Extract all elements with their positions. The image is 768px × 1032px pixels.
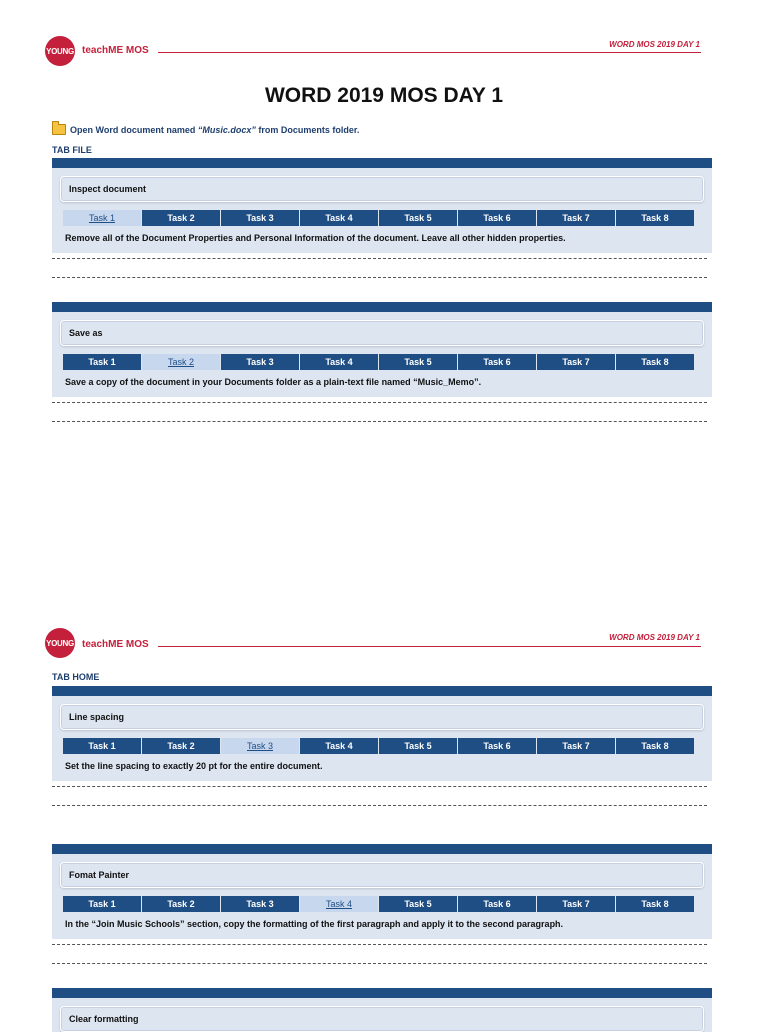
answer-line [52,944,707,945]
task-8-tab[interactable]: Task 8 [616,354,694,370]
header-right-label: WORD MOS 2019 DAY 1 [609,633,700,642]
task-bar [63,896,712,912]
task-6-tab[interactable]: Task 6 [458,354,536,370]
task-5-tab[interactable]: Task 5 [379,354,457,370]
document-page-2 [0,620,768,1024]
task-4-tab[interactable]: Task 4 [300,738,378,754]
task-5-tab[interactable]: Task 5 [379,210,457,226]
section-title: Fomat Painter [60,862,704,888]
task-bar [63,210,712,226]
task-bar [63,738,712,754]
task-4-tab[interactable]: Task 4 [300,896,378,912]
task-7-tab[interactable]: Task 7 [537,738,615,754]
section-title: Line spacing [60,704,704,730]
task-7-tab[interactable]: Task 7 [537,354,615,370]
section-inspect-document [52,158,712,253]
section-title: Save as [60,320,704,346]
brand-name: teachME MOS [82,639,149,650]
tab-file-label: TAB FILE [52,145,92,155]
task-2-tab[interactable]: Task 2 [142,210,220,226]
section-title: Inspect document [60,176,704,202]
task-2-tab[interactable]: Task 2 [142,354,220,370]
intro-prefix: Open Word document named [70,124,198,135]
intro-instruction [52,124,359,135]
task-3-tab[interactable]: Task 3 [221,210,299,226]
task-description: Save a copy of the document in your Documents folder as a plain-text file named “Music_Memo”. [65,377,482,387]
answer-line [52,963,707,964]
task-3-tab[interactable]: Task 3 [221,738,299,754]
task-5-tab[interactable]: Task 5 [379,738,457,754]
page-title: WORD 2019 MOS DAY 1 [264,84,504,107]
task-7-tab[interactable]: Task 7 [537,210,615,226]
task-1-tab[interactable]: Task 1 [63,210,141,226]
brand-name: teachME MOS [82,45,149,56]
task-bar [63,354,712,370]
task-1-tab[interactable]: Task 1 [63,896,141,912]
section-save-as [52,302,712,397]
task-1-tab[interactable]: Task 1 [63,738,141,754]
answer-line [52,786,707,787]
intro-filename: “Music.docx” [197,124,256,135]
task-8-tab[interactable]: Task 8 [616,738,694,754]
task-7-tab[interactable]: Task 7 [537,896,615,912]
task-4-tab[interactable]: Task 4 [300,354,378,370]
task-8-tab[interactable]: Task 8 [616,896,694,912]
intro-suffix: from Documents folder. [255,124,360,135]
answer-line [52,402,707,403]
header-divider [158,646,701,647]
answer-line [52,277,707,278]
tab-home-label: TAB HOME [52,672,100,682]
task-4-tab[interactable]: Task 4 [300,210,378,226]
task-2-tab[interactable]: Task 2 [142,738,220,754]
task-5-tab[interactable]: Task 5 [379,896,457,912]
task-1-tab[interactable]: Task 1 [63,354,141,370]
task-description: In the “Join Music Schools” section, copy the formatting of the first paragraph and apply it to the second paragraph. [65,919,564,929]
section-line-spacing [52,686,712,781]
answer-line [52,421,707,422]
section-format-painter [52,844,712,939]
task-3-tab[interactable]: Task 3 [221,354,299,370]
header-divider [158,52,701,53]
header-right-label: WORD MOS 2019 DAY 1 [609,40,700,49]
task-6-tab[interactable]: Task 6 [458,210,536,226]
answer-line [52,805,707,806]
section-clear-formatting [52,988,712,1032]
task-6-tab[interactable]: Task 6 [458,738,536,754]
folder-icon [52,124,66,135]
young-logo: YOUNG [45,628,75,658]
task-6-tab[interactable]: Task 6 [458,896,536,912]
young-logo: YOUNG [45,36,75,66]
task-2-tab[interactable]: Task 2 [142,896,220,912]
task-8-tab[interactable]: Task 8 [616,210,694,226]
task-description: Remove all of the Document Properties and Personal Information of the document. Leave all other hidden properties. [65,233,566,243]
section-title: Clear formatting [60,1006,704,1032]
task-description: Set the line spacing to exactly 20 pt for the entire document. [65,761,323,771]
answer-line [52,258,707,259]
task-3-tab[interactable]: Task 3 [221,896,299,912]
